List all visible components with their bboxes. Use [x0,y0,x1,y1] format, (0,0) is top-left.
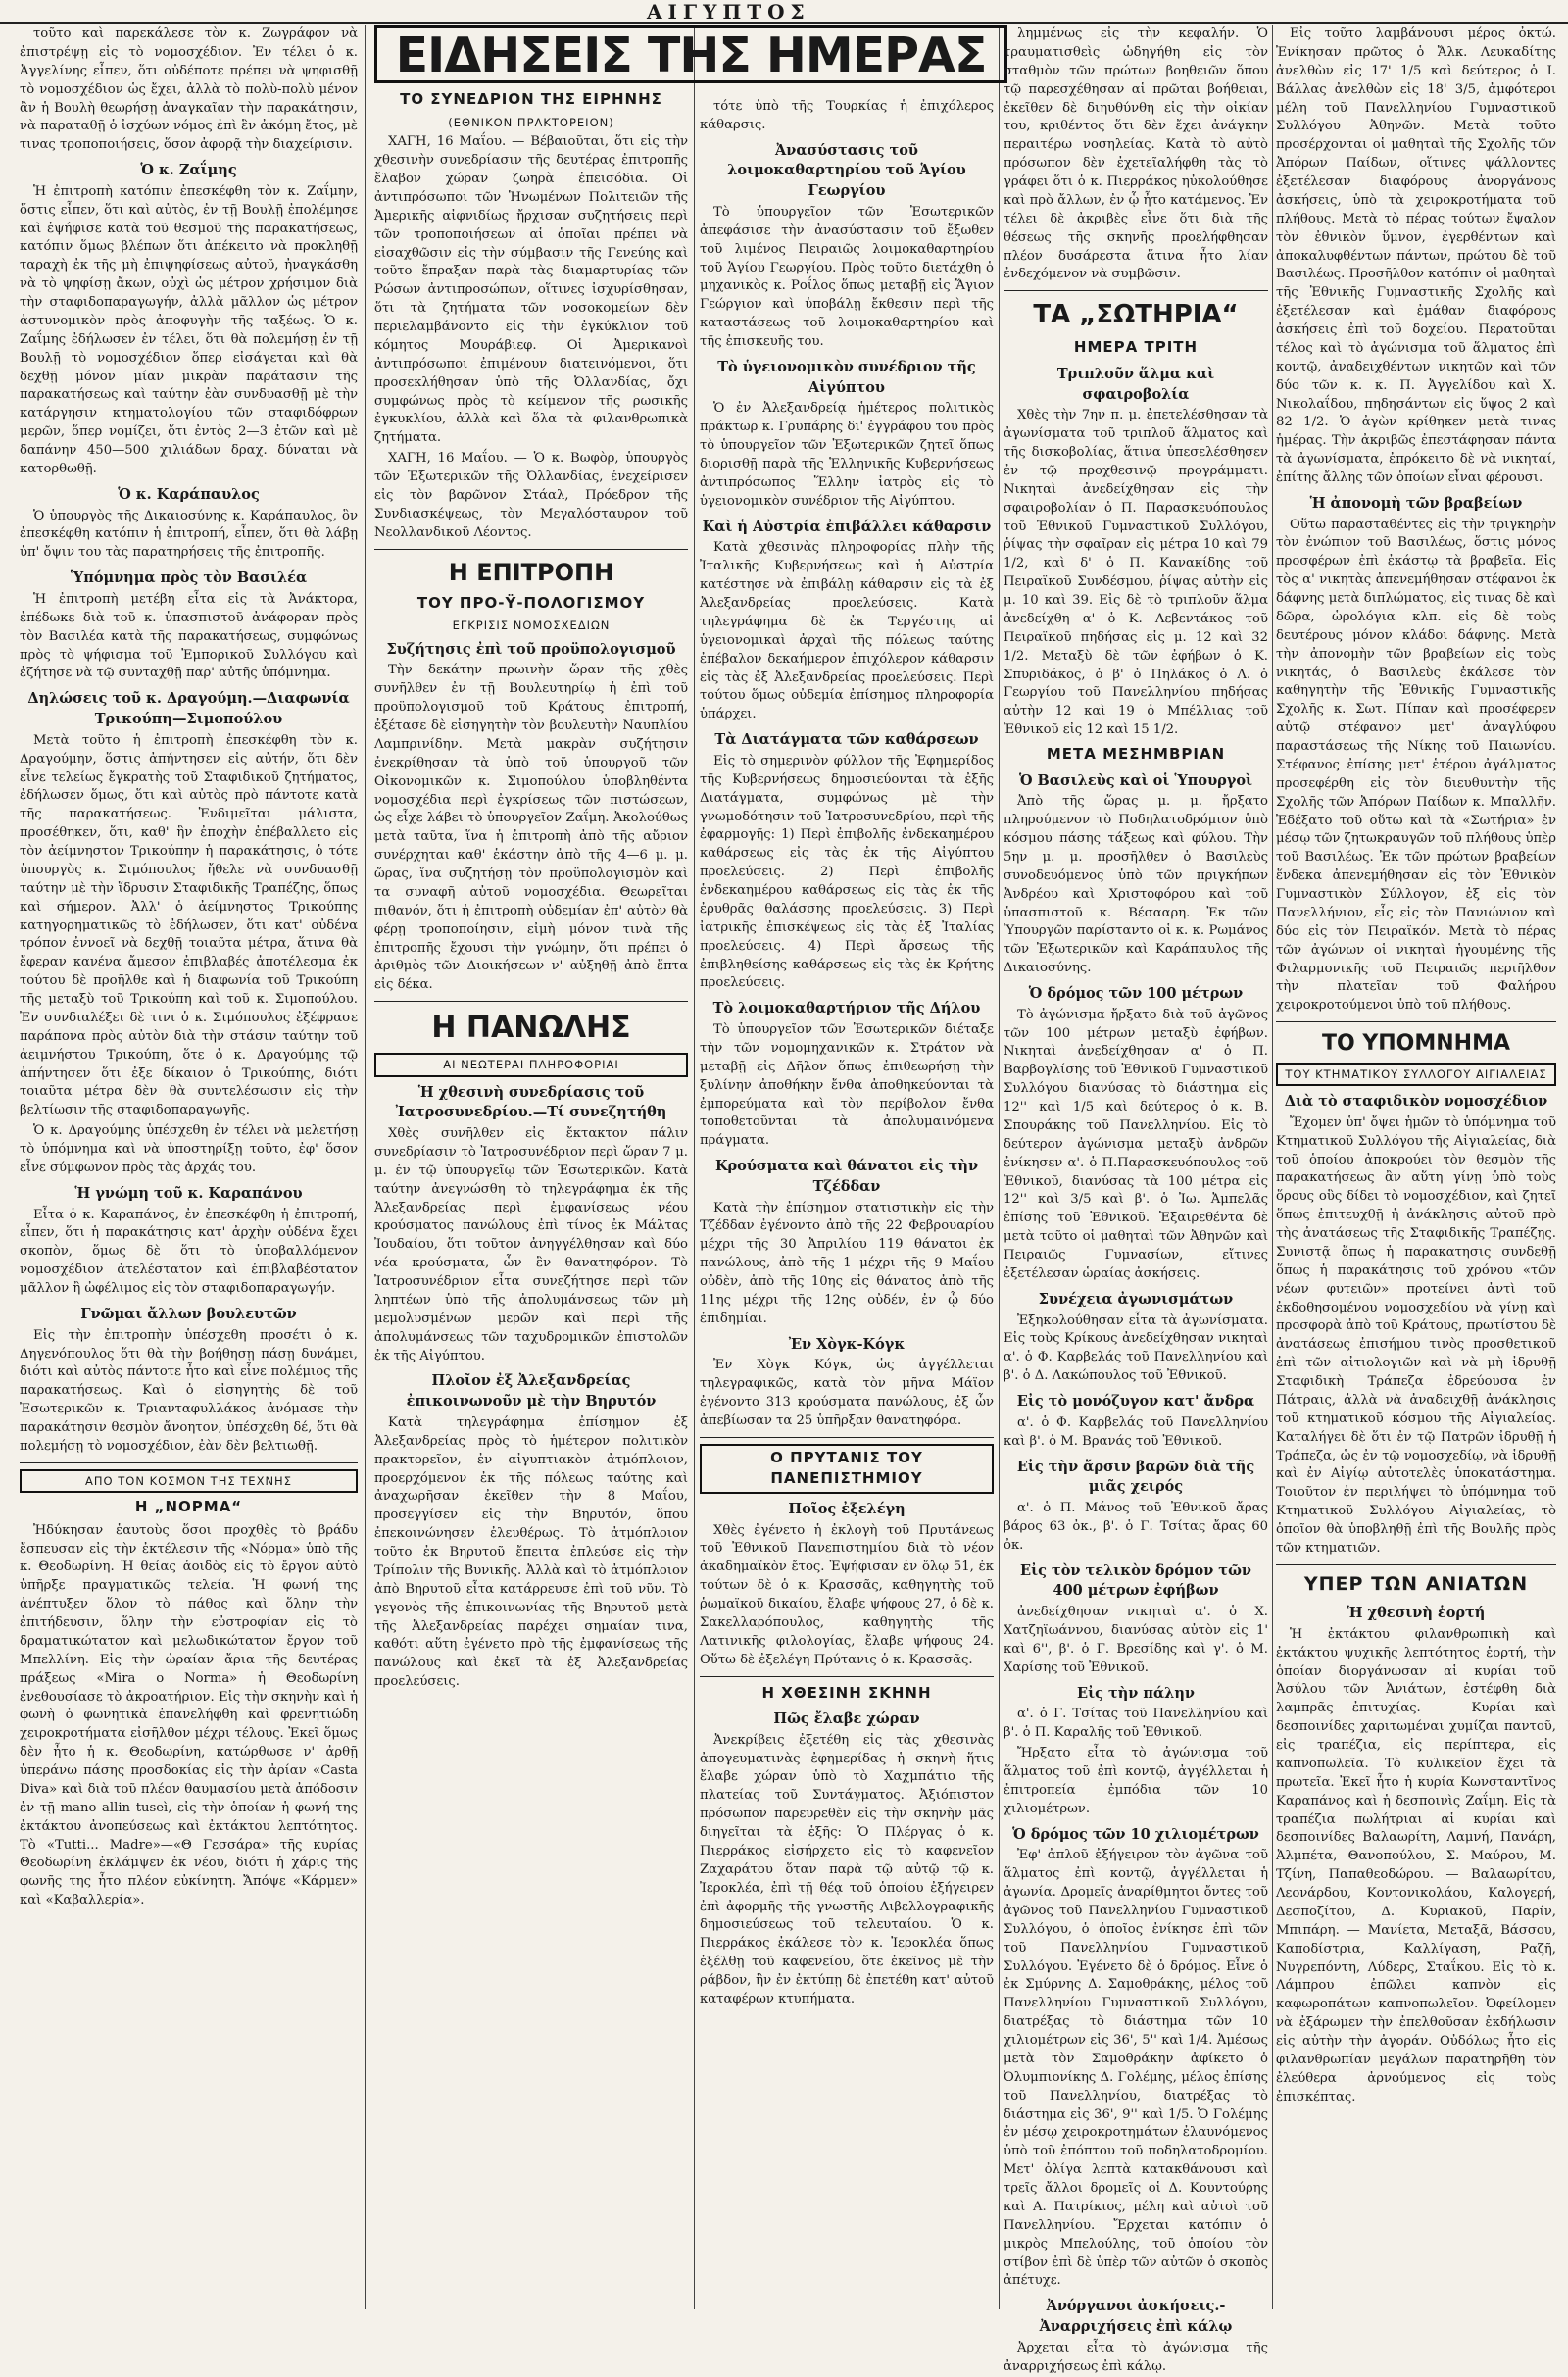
article-text: Οὕτω παρασταθέντες εἰς τὴν τριγκηρὴν τὸν ἐνώπιον τοῦ Βασιλέως, ὅστις μόνος προσφέρων ἐπὶ ἐκάστῳ τὰ βραβεῖα. Εἰς τὸς α' νικητὰς ἀπενεμήθησαν στέφανοι ἐκ δάφνης μετὰ διπλώματος, εἰς τινας δὲ καὶ δῶρα, ὡρολόγια κλπ. εἰς δὲ τοὺς δευτέρους μόνον κλάδοι δάφνης. Μετὰ τὴν ἀπονομὴν τῶν βραβείων εἰς τοὺς νικητάς, ὁ Βασιλεὺς ἐκάλεσε τὸν καθηγητὴν τῆς Ἐθνικῆς Γυμναστικῆς Σχολῆς κ. Σωτ. Πίπαν καὶ προσέφερεν αὐτῷ στέφανον μετ' ἀναγλύφου παραστάσεως τῆς Νίκης τοῦ Παιωνίου. Στέφανος ἐπίσης μετ' ἑτέρου ἀγάλματος προσεφέρθη εἰς τὸν διευθυντὴν τῆς Σχολῆς τῶν Ἀπόρων Παίδων κ. Μπαλλῆν. Ἐδέξατο τοῦ οὕτω καὶ τὰ «Σωτήρια» ἐν μέσῳ τῶν ζητωκραυγῶν τοῦ πλήθους ὑπὲρ τοῦ Βασιλέως. Ἐκ τῶν πρώτων βραβείων ἕνδεκα ἀπενεμήθησαν εἰς τὸν Ἐθνικὸν Γυμναστικὸν Σύλλογον, ἐξ εἰς τὸν Πανελλήνιον, εἷς εἰς τὸν Πανιώνιον καὶ δύο εἰς τὸν Πειραϊκόν. Μετὰ τὸ πέρας τῶν ἀγώνων οἱ νικηταὶ ἡγουμένης τῆς Φιλαρμονικῆς τοῦ Πειραιῶς περιῆλθον τὴν πλατεῖαν τοῦ Φαλήρου χειροκροτούμενοι ὑπὸ τοῦ πλήθους. [1276,517,1556,1014]
article-text: Τὸ ἀγώνισμα ἤρξατο διὰ τοῦ ἀγῶνος τῶν 100 μέτρων μεταξὺ ἐφήβων. Νικηταὶ ἀνεδείχθησαν α' ὁ Π. Βαρβογλίσης τοῦ Ἐθνικοῦ Γυμναστικοῦ Συλλόγου διανύσας τὸ διάστημα εἰς 12'' καὶ 1/5 καὶ δεύτερος ὁ κ. Β. Σπουράκης τοῦ Πανελληνίου. Εἰς τὸ δεύτερον ἀγώνισμα μεταξὺ ἀνδρῶν ἐνίκησεν α'. ὁ Π.Παρασκευόπουλος τοῦ Ἐθνικοῦ, διανύσας τὰ 100 μέτρα εἰς 12'' καὶ 3/5 καὶ β'. ὁ Ἰω. Ἀμπελᾶς ἐπίσης τοῦ Ἐθνικοῦ. Ἐξαιρεθέντα δὲ μετὰ τοῦτο οἱ μαθηταὶ τῶν Ἀθηνῶν καὶ Πειραιῶς Γυμνασίων, εἴτινες ἐξετέλεσαν ὡραίας ἀσκήσεις. [1004,1007,1268,1281]
banner-title: ΕΙΔΗΣΕΙΣ ΤΗΣ ΗΜΕΡΑΣ [374,25,1007,83]
article-text: α'. ὁ Φ. Καρβελάς τοῦ Πανελληνίου καὶ β'. ὁ Μ. Βρανάς τοῦ Ἐθνικοῦ. [1004,1414,1268,1449]
article-text: Ἔχομεν ὑπ' ὄψει ἡμῶν τὸ ὑπόμνημα τοῦ Κτηματικοῦ Συλλόγου τῆς Αἰγιαλείας, διὰ τοῦ ὁποίου ἀποκρούει τὸν θεσμὸν τῆς παρακατήσεως ἂν αὕτη γίνῃ ὑπὸ τοὺς ὅρους οὓς δίδει τὸ νομοσχέδιον, καὶ ζητεῖ ὅπως ἐπιτευχθῇ ἡ ἀνάκλησις αὐτοῦ πρὸ τὴς ἀνατάσεως τῆς Σταφιδικῆς Τραπέζης. Συνιστᾷ ὅπως ἡ παρακατησις συνδεθῇ ὅπως ἡ παρακάτησις τοῦ χρόνου «τῶν νέων φυτειῶν» προτείνει ἀντὶ τοῦ ἐκδοθησομένου νομοσχεδίου νὰ γίνῃ καὶ προσφορὰ ἀπὸ τοῦ Κράτους, πρωτίστου δὲ ἀνατάσεως ἐπισήμου τινὸς προσθετικοῦ ἐπὶ τῶν αἰτιολογιῶν καὶ νὰ μὴ ἰδρυθῇ Σταφιδικὴ Τράπεζα ἐδρεύουσα ἐν Πάτραις, ἀλλὰ νὰ ἀναδειχθῇ ἀνάκλησις τοῦ κτηματικοῦ κόσμου τῆς Αἰγιαλείας. Καταλήγει δὲ ὅτι ἐν τῷ Πατρῶν ἰδρυθῇ ἡ Τράπεζα, ὡς ἐν τῷ νομοσχεδίῳ, νὰ ἱδρυθῇ καὶ ἐν Αἰγίῳ αὐτοτελὲς ὑποκατάστημα. Τοιοῦτον ἐν περιλήψει τὸ ὑπόμνημα τοῦ Κτηματικοῦ Συλλόγου Αἰγιαλείας, τὸ ὁποῖον θὰ ὑποβληθῇ ἐπὶ τῆς Βουλῆς πρὸς τῶν κτηματιῶν. [1276,1114,1556,1556]
divider [1276,1564,1556,1565]
column-rule [999,25,1000,2309]
subheading: Ἡ χθεσινὴ συνεδρίασις τοῦ Ἰατροσυνεδρίου.—Τί συνεζητήθη [395,1083,667,1121]
article-text: Χθὲς συνῆλθεν εἰς ἔκτακτον πάλιν συνεδρίασιν τὸ Ἰατροσυνέδριον περὶ ὥραν 7 μ. μ. ἐν τῷ ὑπουργεῖῳ τῶν Ἐσωτερικῶν. Κατὰ ταύτην ἀνεγνώσθη τὸ τηλεγράφημα ἐκ τῆς Ἀλεξανδρείας περὶ ἐμφανίσεως νέου κρούσματος πανώλους ἐπὶ τίνος ἐκ Μάλτας Ἰουδαίου, ὅτι τοῦτον ἀνηγγέλθησαν καὶ δύο νέα κρούσματα, ὧν ἓν θανατηφόρον. Τὸ Ἰατροσυνέδριον εἶτα συνεζήτησε περὶ τῶν ληπτέων ὑπὸ τῆς ἀπολυμάνσεως τῶν μὴ μεμολυσμένων μερῶν καὶ περὶ τῆς ἀπολυμάνσεως τῶν ταχυδρομικῶν ἐπιστολῶν ἐκ τῆς Αἰγύπτου. [374,1126,688,1363]
subheading: Ἡ χθεσινὴ ἑορτή [1347,1605,1486,1622]
article-text: Κατὰ τὴν ἐπίσημον στατιστικὴν εἰς τὴν Τζέδδαν ἐγένοντο ἀπὸ τῆς 22 Φεβρουαρίου μέχρι τῆς 30 Ἀπριλίου 119 θάνατοι ἐκ πανώλους, ἀπὸ τῆς 1 μέχρι τῆς 9 Μαΐου οὐδὲν, ἀπὸ τῆς 10ης εἰς θάνατος ἀπὸ τῆς 11ης μέχρι τῆς 12ης οὐδέν, ἐν ᾧ δύο ἐπιδημίαι. [700,1200,994,1326]
subheading: Τὰ Διατάγματα τῶν καθάρσεων [714,731,979,749]
article-text: Τὸ ὑπουργεῖον τῶν Ἐσωτερικῶν ἀπεφάσισε τὴν ἀνασύστασιν τοῦ ἔξωθεν τοῦ λιμένος Πειραιῶς λοιμοκαθαρτηρίου τοῦ Ἁγίου Γεωργίου. Πρὸς τοῦτο διετάχθη ὁ μηχανικὸς κ. Ροΐλος ὅπως μεταβῇ εἰς Ἅγιον Γεώργιον καὶ ὑποβάλῃ ἔκθεσιν περὶ τῆς καταστάσεως τοῦ λοιμοκαθαρτηρίου καὶ τῆς ἐπισκευῆς του. [700,204,994,350]
subheading: Καὶ ἡ Αὐστρία ἐπιβάλλει κάθαρσιν [702,518,992,535]
divider [1004,290,1268,291]
article-text: Ἐν Χὸγκ Κόγκ, ὡς ἀγγέλλεται τηλεγραφικῶς, κατὰ τὸν μῆνα Μάϊον ἐγένοντο 313 κρούσματα πανώλους, ἐξ ὧν ἀπεβίωσαν τα 25 ὑπῆρξαν θανατηφόρα. [700,1358,994,1429]
article-text: Ἡ ἐπιτροπὴ μετέβη εἶτα εἰς τὰ Ἀνάκτορα, ἐπέδωκε διὰ τοῦ κ. ὑπασπιστοῦ ἀνάφοραν πρὸς τὸν Βασιλέα κατὰ τῆς παρακατήσεως, συμφώνως πρὸς τὸ ψήφισμα τοῦ Ἐμπορικοῦ Συλλόγου καὶ ἐζήτησε νὰ τῷ συνταχθῇ παρ' αὐτῆς ὑπόμνημα. [20,591,358,681]
subheading: Τριπλοῦν ἅλμα καὶ σφαιροβολία [1056,365,1215,403]
divider [1276,1021,1556,1022]
column-3 [700,98,994,2309]
article-text: Εἰς τοῦτο λαμβάνουσι μέρος ὀκτώ. Ἐνίκησαν πρῶτος ὁ Ἄλκ. Λευκαδίτης ἀνελθὼν εἰς 17' 1/5 καὶ δεύτερος ὁ Ι. Βάλλας ἀνελθὼν εἰς 18' 3/5, ἀμφότεροι μέλη τοῦ Πανελληνίου Γυμναστικοῦ Συλλόγου Ἀθηνῶν. Μετὰ τοῦτο προσέρχονται οἱ μαθηταὶ τῆς Σχολῆς τῶν Ἀπόρων Παίδων, οἵτινες ψάλλοντες ἐξετέλεσαν διαφόρους ἀνοργάνους ἀσκήσεις, ὑπὸ τὰ χειροκροτήματα τοῦ πλήθους. Μετὰ τὸ πέρας τούτων ἔψαλον τὸν ἐθνικὸν ὕμνον, ἐγερθέντων καὶ ἀποκαλυφθέντων πάντων, πρώτου δὲ τοῦ Βασιλέως. Προσῆλθον κατόπιν οἱ μαθηταὶ τῆς Ἐθνικῆς Γυμναστικῆς Σχολῆς καὶ ἐξετέλεσαν καὶ ἐμάθαν διαφόρους ἀσκήσεις ἐπὶ τοῦ δοχείου. Περατοῦται τέλος καὶ τὸ ἀγώνισμα τοῦ ἅλματος ἐπὶ κοντῷ, ἀναδειχθέντων νικητῶν καὶ τῶν δύο τῶν κ. κ. Π. Ἀγγελίδου καὶ Χ. Νικολαΐδου, πηδησάντων εἰς ὕψος 2 καὶ 82 1/2. Ὁ ἀγὼν κρίθηκεν μετὰ τινας ἡμέρας. Τὴν ἀκριβῶς ἐπεστάφησαν πάντα τὰ ἀγωνίσματα, ἐπρόκειτο δὲ νὰ νικηταί, ἐπίτης ἄλλης τῶν ὁποίων εἶναι φέρουσι. [1276,26,1556,485]
article-text: λημμένως εἰς τὴν κεφαλήν. Ὁ τραυματισθεὶς ὡδηγήθη εἰς τὸν σταθμὸν τῶν πρώτων βοηθειῶν ὅπου τῷ παρεσχέθησαν αἱ πρῶται βοήθειαι, ἐκεῖθεν δὲ διηυθύνθη εἰς τὴν οἰκίαν του, κριθέντος ὅτι δὲν ἔχει ἀνάγκην περαιτέρω νοσηλείας. Κατὰ τὸ αὐτὸ πρόσωπον δὲν ἐχετεῖαλήφθη τὰς τὸ γράφει ὅτι ὁ κ. Πιερράκος ηὐκολούθησε καὶ πρὸ ἄλλων, ἐν ᾧ ἦτο κατάμενος. Ἐν τέλει δὲ ἀκριβὲς εἶνε ὅτι διὰ τῆς θέσεως τῆς σκηνῆς προελήφθησαν πλέον δυσάρεστα ἅτινα ἦτο λίαν ἐνδεχόμενον νὰ συμβῶσιν. [1004,26,1268,282]
section-heading: ΑΠΟ ΤΟΝ ΚΟΣΜΟΝ ΤΗΣ ΤΕΧΝΗΣ [20,1469,358,1493]
article-title: Η ΠΑΝΩΛΗΣ [431,1011,631,1046]
article-title: ΤΟΥ ΠΡΟ-Ϋ-ΠΟΛΟΓΙΣΜΟΥ [416,593,646,612]
column-rule [694,25,695,2309]
column-5 [1276,25,1556,2309]
article-text: ΧΑΓΗ, 16 Μαΐου. — Ὁ κ. Βωφὸρ, ὑπουργὸς τῶν Ἐξωτερικῶν τῆς Ὀλλανδίας, ἐνεχείρισεν εἰς τὸν βαρῶνον Στάαλ, Πρόεδρον τῆς Συνδιασκέψεως, τὸν Μεγαλόσταυρον τοῦ Νεολλανδικοῦ Λέοντος. [374,451,688,540]
article-title: ΤΑ „ΣΩΤΗΡΙΑ“ [1033,300,1239,330]
article-text: τότε ὑπὸ τῆς Τουρκίας ἡ ἐπιχόλερος κάθαρσις. [700,99,994,132]
subheading: Τὸ ὑγειονομικὸν συνέδριον τῆς Αἰγύπτου [717,358,976,396]
article-text: Τὴν δεκάτην πρωινὴν ὥραν τῆς χθὲς συνῆλθεν ἐν τῇ Βουλευτηρίῳ ἡ ἐπὶ τοῦ προϋπολογισμοῦ τοῦ Κράτους ἐπιτροπή, ἐξέτασε δὲ εἰσηγητὴν τὸν βουλευτὴν Ναυπλίου Λαμπρινίδην. Μετὰ μακρὰν συζήτησιν ἐνεκρίθησαν τὰ ὑπὸ τοῦ ὑπουργοῦ τῶν Οἰκονομικῶν κ. Σιμοπούλου ὑποβληθέντα νομοσχέδια περὶ ἐγκρίσεως τῶν πιστώσεων, ὡς εἶχε λάβει τὸ ὑπουργεῖον Ζαΐμη. Ἀκολούθως μετὰ ταῦτα, ἵνα ἡ ἐπιτροπὴ ἀπὸ τῆς αὔριον συνέρχηται καθ' ἑκάστην ἀπὸ τῆς 4—6 μ. μ. ὥρας, ἵνα συζητήσῃ τὸν προϋπολογισμὸν καὶ τα συναφῆ αὐτοῦ νομοσχέδια. Θεωρεῖται πιθανόν, ὅτι ἡ ἐπιτροπὴ οὐδεμίαν ἐπ' αὐτὸν θὰ φέρῃ τροποποίησιν, εἰμὴ μόνον τινὰ τῆς ἐπιτροπῆς ἔχουσι τὴν γνώμην, ὅτι πρέπει ὁ ἀριθμὸς τῶν Διοικήσεων ν' αὐξηθῇ ἀπὸ ἕπτα εἰς δέκα. [374,663,688,993]
article-text: α'. ὁ Γ. Τσίτας τοῦ Πανελληνίου καὶ β'. ὁ Π. Καραλῆς τοῦ Ἐθνικοῦ. [1004,1707,1268,1741]
article-text: Κατὰ χθεσινὰς πληροφορίας πλὴν τῆς Ἰταλικῆς Κυβερνήσεως καὶ ἡ Αὐστρία κατέστησε νὰ ἐπιβάλῃ κάθαρσιν εἰς τὰ ἐξ Ἀλεξανδρείας προελεύσεις. Κατὰ τηλεγράφημα δὲ ἐκ Τεργέστης αἱ ὑγειονομικαὶ ἀρχαὶ τῆς πόλεως ταύτης ἐπέβαλον δεκαήμερον ἐπιχόλερον κάθαρσιν εἰς τὰς ἐξ Ἀλεξανδρείας προελεύσεις. Περὶ τούτου ὅμως οὐδεμία ἐπίσημος πληροφορία ὑπάρχει. [700,540,994,722]
article-title: ΤΟ ΣΥΝΕΔΡΙΟΝ ΤΗΣ ΕΙΡΗΝΗΣ [400,90,662,109]
article-text: Χθὲς ἐγένετο ἡ ἐκλογὴ τοῦ Πρυτάνεως τοῦ Ἐθνικοῦ Πανεπιστημίου διὰ τὸ νέον ἀκαδημαϊκὸν ἔτος. Ἐψήφισαν ἐν ὅλῳ 51, ἐκ τούτων δὲ ὁ κ. Κρασσᾶς, καθηγητὴς τοῦ ῥωμαϊκοῦ δικαίου, ἔλαβε ψήφους 27, ὁ δὲ κ. Σακελλαρόπουλος, καθηγητὴς τῆς Λατινικῆς φιλολογίας, ἔλαβε ψήφους 24. Οὕτω δὲ ἐξελέγη Πρύτανις ὁ κ. Κρασσᾶς. [700,1522,994,1667]
article-text: Ὁ κ. Δραγούμης ὑπέσχεθη ἐν τέλει νὰ μελετήσῃ τὸ ὑπόμνημα καὶ νὰ ὑποστηρίξῃ τοῦτο, ἐφ' ὅσον εἶνε σύμφωνον πρὸς τὰς ἀρχάς του. [20,1123,358,1175]
subheading: Συνέχεια ἀγωνισμάτων [1038,1290,1234,1308]
subheading: Ὑπόμνημα πρὸς τὸν Βασιλέα [70,569,308,587]
subheading: Ὁ δρόμος τῶν 10 χιλιομέτρων [1012,1825,1259,1843]
subheading: Δηλώσεις τοῦ κ. Δραγούμη.—Διαφωνία Τρικούπη—Σιμοπούλου [27,690,350,728]
article-text: τοῦτο καὶ παρεκάλεσε τὸν κ. Ζωγράφον νὰ ἐπιστρέψῃ εἰς τὸ νομοσχέδιον. Ἐν τέλει ὁ κ. Ἀγγελίνης εἶπεν, ὅτι οὐδέποτε πρέπει νὰ ψηφισθῇ τὸ νομοσχέδιον ὡς ἔχει, ἀλλὰ τὸ πολὺ-πολὺ μένον ἂν ἡ Βουλὴ θεωρήσῃ ἀναγκαῖαν τὴν παρακάτησιν, νὰ παραταθῇ ὁ ἰσχύων νόμος ἐπὶ ἓν ἀκόμη ἔτος, μὲ τινας τροποποιήσεις, ὅσον ἀφορᾷ τὴν διαχείρισιν. [20,26,358,153]
subheading: Ὁ κ. Καράπαυλος [118,485,260,503]
article-title: ΤΟ ΥΠΟΜΝΗΜΑ [1321,1031,1511,1057]
article-text: Ἐξηκολούθησαν εἶτα τὰ ἀγωνίσματα. Εἰς τοὺς Κρίκους ἀνεδείχθησαν νικηταὶ α'. ὁ Φ. Καρβελάς τοῦ Πανελληνίου καὶ β'. ὁ Δ. Λακώπουλος τοῦ Ἐθνικοῦ. [1004,1312,1268,1384]
article-subtitle: (ΕΘΝΙΚΟΝ ΠΡΑΚΤΟΡΕΙΟΝ) [448,115,614,129]
divider [700,1676,994,1677]
section-heading: ΜΕΤΑ ΜΕΣΗΜΒΡΙΑΝ [1046,745,1226,764]
subheading: Ἀνόργανοι ἀσκήσεις.-Ἀναρριχήσεις ἐπὶ κάλῳ [1039,2298,1233,2336]
article-text: Μετὰ τοῦτο ἡ ἐπιτροπὴ ἐπεσκέφθη τὸν κ. Δραγούμην, ὅστις ἀπήντησεν εἰς αὐτήν, ὅτι δὲν εἶνε τελείως ἔγκρατὴς τοῦ Σταφιδικοῦ ζητήματος, ἐδήλωσεν ὅμως, ὅτι καὶ αὐτὸς πρὸ πάντοτε κατὰ τῆς παρακατήσεως. Ἐνδιμεῖται μάλιστα, προσέθηκεν, ὅτι, καθ' ἣν ἐποχὴν ἐπέβαλλετο εἰς τὸν ἀείμνηστον Τρικούπην ἡ παρακάτησις, ὁ τότε ὑπουργὸς κ. Σιμόπουλος ἤθελε νὰ συνδυασθῇ ταύτην μὲ τὴν ἵδρυσιν Σταφιδικῆς Τραπέζης, ὅπως καὶ σήμερον. Ἀλλ' ὁ ἀείμνηστος Τρικούπης κατηγορηματικῶς τὸ ἐδήλωσεν, ὅτι κατ' οὐδένα τρόπον ἐννοεῖ νὰ δεχθῇ τοιαῦτα μέτρα, ἅτινα θὰ ἔφεραν κανένα ἄμεσον ἐπιβλαβές ἀποτέλεσμα ἐκ τούτου δὲ προῆλθε καὶ ἡ διαφωνία τοῦ Τρικούπη τῆς μεταξὺ τοῦ Τρικούπη καὶ τοῦ κ. Σιμοπούλου. Ἐν συνδιαλέξει δὲ τινι ὁ κ. Σιμόπουλος ἐξέφρασε παράπονα πρὸς αὐτὸν διὰ τὴν στάσιν ταύτην τοῦ ἀειμνήστου Τρικούπη, ὅτε ὁ κ. Δραγούμης τῷ ἀπήντησεν ὅτι ἐξε δίκαιον ὁ Τρικούπης, διότι τοιαῦτα μέτρα δὲν θὰ συντελέσωσιν εἰς τὴν βελτίωσιν τῆς σταφιδοπαραγωγῆς. [20,732,358,1118]
subheading: Ἡ γνώμη τοῦ κ. Καραπάνου [74,1184,303,1202]
subheading: Εἰς τὸ μονόζυγον κατ' ἄνδρα [1016,1393,1255,1411]
subheading: Τὸ λοιμοκαθαρτήριον τῆς Δήλου [712,1000,981,1017]
article-title: Ο ΠΡΥΤΑΝΙΣ ΤΟΥ ΠΑΝΕΠΙΣΤΗΜΙΟΥ [700,1444,994,1494]
article-text: Ἤρξατο εἶτα τὸ ἀγώνισμα τοῦ ἅλματος τοῦ ἐπὶ κοντῷ, ἀγγέλλεται ἡ ἐπιτροπεία ἐμπόδια τῶν 10 χιλιομέτρων. [1004,1746,1268,1816]
article-title: Η „ΝΟΡΜΑ“ [134,1498,243,1516]
article-text: α'. ὁ Π. Μάνος τοῦ Ἐθνικοῦ ἄρας βάρος 63 ὀκ., β'. ὁ Γ. Τσίτας ἄρας 60 ὀκ. [1004,1501,1268,1553]
article-text: ἀνεδείχθησαν νικηταὶ α'. ὁ Χ. Χατζηϊωάννου, διανύσας αὐτὸν εἰς 1' καὶ 6'', β'. ὁ Γ. Βρεσίδης καὶ γ'. ὁ Μ. Χαρίσης τοῦ Ἐθνικοῦ. [1004,1605,1268,1675]
subheading: Ἀνασύστασις τοῦ λοιμοκαθαρτηρίου τοῦ Ἁγίου Γεωργίου [727,141,966,200]
subheading: Πλοῖον ἐξ Ἀλεξανδρείας ἐπικοινωνοῦν μὲ τὴν Βηρυτόν [406,1372,657,1411]
column-rule [365,25,366,2309]
article-text: Ἠδύκησαν ἑαυτοὺς ὅσοι προχθὲς τὸ βράδυ ἔσπευσαν εἰς τὴν ἐκτέλεσιν τῆς «Νόρμα» ὑπὸ τῆς κ. Θεοδωρίνη. Ἡ θείας ἀοιδὸς εἰς τὸ ἔργον αὐτὸ ὑπῆρξε πραγματικῶς τελεία. Ἡ φωνή της ἀνέπτυξεν ὅλον τὸ πάθος καὶ ὅλην τὴν ἐπιτήδευσιν, ὅλην τὴν εὐστροφίαν εἰς τὸ δραματικώτατον καὶ μελωδικώτατον ἔργον τοῦ Μπελλίνη. Εἰς τὴν ὡραίαν ἄρια τῆς δευτέρας πράξεως «Mira o Norma» ἡ Θεοδωρίνη ἐνεθουσίασε τὸ ἀκροατήριον. Εἰς τὴν σκηνὴν καὶ ἡ φωνὴ ὁ φωνητικὰ ἐπανελήφθη καὶ φρενητιώδη χειροκροτήματα εἰσῆλθον μέχρι τέλους. Ἐκεῖ ὅμως δὲν ἦτο ἡ κ. Θεοδωρίνη, κατώρθωσε ν' ἀρθῇ ὑπεράνω πάσης προσδοκίας εἰς τὴν ἀρίαν «Casta Diva» καὶ διὰ τοῦ πλέον θαυμασίου μετὰ ἀπόδοσιν ἐν τῇ mano allin tuseì, εἰς τὴν ὁποίαν ἡ φωνή της ἐκτάκτου ἀνοπεύσεως καὶ ἐκτάκτου λεπτότητος. Τὸ «Tutti... Madre»—«Θ Γεσσάρα» τῆς κυρίας Θεοδωρίνη ἐκλάμψεν ἐκ νέου, διότι ἡ χάρις τῆς φωνῆς της ἦτο πλέον εὐκίνητη. Ἄπόψε «Κάρμεν» καὶ «Καβαλλερία». [20,1522,358,1908]
divider [374,549,688,550]
article-text: Ὁ ὑπουργὸς τῆς Δικαιοσύνης κ. Καράπαυλος, ὃν ἐπεσκέφθη κατόπιν ἡ ἐπιτροπή, εἶπεν, ὅτι θὰ λάβῃ ὑπ' ὄψιν του τὰς παρατηρήσεις τῆς ἐπιτροπῆς. [20,508,358,561]
article-text: Ἀνεκρίβεις ἐξετέθη εἰς τὰς χθεσινὰς ἀπογευματινὰς ἐφημερίδας ἡ σκηνὴ ἥτις ἔλαβε χώραν ὑπὸ τὸ Χαχμπάτιο τῆς πλατείας τοῦ Συντάγματος. Ἀξιόπιστον πρόσωπον παρευρεθὲν εἰς τὴν σκηνὴν μᾶς διηγεῖται τὰ ἑξῆς: Ὁ Πλέργας ὁ κ. Πιερράκος εἰσήρχετο εἰς τὸ καφενεῖον Ζαχαράτου ὅταν παρὰ τῷ αὐτῷ τῷ κ. Ἰεροκλέα, ἐπὶ τῇ θέᾳ τοῦ ὁποίου ἐξήγειρεν ἐπὶ ἀφορμῆς τῆς γνωστῆς Λιβελλογραφικῆς δημοσιεύσεως τοῦ τελευταίου. Ὁ κ. Πιερράκος ἐκάλεσε τὸν κ. Ἰεροκλέα ὅπως ἐξέλθῃ τοῦ καφενείου, ὅτε ἐκεῖνος μὲ τὴν ράβδον, ἣν ἐν ἐκτύπῃ δὲ ἐπετέθη κατ' αὐτοῦ καταφέρων κτυπήματα. [700,1732,994,2006]
subheading: Ὁ δρόμος τῶν 100 μέτρων [1028,985,1244,1002]
divider [700,1437,994,1438]
subheading: Διὰ τὸ σταφιδικὸν νομοσχέδιον [1284,1093,1548,1111]
subheading: Εἰς τὴν πάλην [1077,1684,1195,1702]
subheading: Ἐν Χὸγκ-Κόγκ [788,1335,906,1353]
article-text: Ὁ ἐν Ἀλεξανδρείᾳ ἡμέτερος πολιτικὸς πράκτωρ κ. Γρυπάρης δι' ἐγγράφου του πρὸς τὸ ὑπουργεῖον τῶν Ἐξωτερικῶν ζητεῖ ὅπως διορισθῇ παρὰ τῆς Ἑλληνικῆς Κυβερνήσεως ἀντιπρόσωπος Ἕλλην ἰατρὸς εἰς τὸ ὑγειονομικὸν συνέδριον τῆς Αἰγύπτου. [700,401,994,509]
article-text: Εἰς τὴν ἐπιτροπὴν ὑπέσχεθη προσέτι ὁ κ. Δηγενόπουλος ὅτι θὰ τὴν βοήθησῃ πάσῃ δυνάμει, διότι καὶ αὐτὸς πάντοτε ἦτο καὶ εἶνε πολέμιος τῆς παρακατήσεως. Καὶ ὁ εἰσηγητὴς δὲ τοῦ Ἐσωτερικῶν κ. Τριανταφυλλάκος ἀνόμασε τὴν παρακάτησιν θεσμὸν ἄνοητον, ὑπέσχεθη δέ, ὅτι θὰ πολεμήσῃ τὸ νομοσχέδιον, ἐὰν δὲν βελτιωθῇ. [20,1327,358,1454]
masthead-name: ΑΙΓΥΠΤΟΣ [647,0,810,24]
article-text: Χθὲς τὴν 7ην π. μ. ἐπετελέσθησαν τὰ ἀγωνίσματα τοῦ τριπλοῦ ἅλματος καὶ τῆς δισκοβολίας, ἅτινα ὑπεσελέσθησεν ἐν τῷ προχθεσινῷ προγράμματι. Νικηταὶ ἀνεδείχθησαν εἰς τὴν σφαιροβολίαν ὁ Π. Παρασκευόπουλος τοῦ Ἐθνικοῦ Γυμναστικοῦ Συλλόγου, ῥίψας τὴν σφαῖραν εἰς μέτρα 10 καὶ 79 1/2, καὶ δ' ὁ Π. Κανακίδης τοῦ Πειραϊκοῦ Συνδέσμου, ῥίψας αὐτὴν εἰς μ. 10 καὶ 39. Εἰς δὲ τὸ τριπλοῦν ἅλμα ἀνεδείχθη α' ὁ Κ. Λεβεντάκος τοῦ Πειραϊκοῦ πηδήσας εἰς μ. 12 καὶ 32 1/2. Μεταξὺ δὲ τῶν ἐφήβων ὁ Κ. Σπυριδάκος, ὁ β' ὁ Πηλάκος ὁ Λ. ὁ Γεωργίου τοῦ Πανελληνίου πηδήσας αὐτὴν 12 καὶ 19 ὁ Μπέλλιας τοῦ Ἐθνικοῦ εἰς 12 καὶ 15 1/2. [1004,408,1268,738]
article-subtitle: ΑΙ ΝΕΩΤΕΡΑΙ ΠΛΗΡΟΦΟΡΙΑΙ [374,1053,688,1076]
article-text: Ἀπὸ τῆς ὥρας μ. μ. ἤρξατο πληρούμενον τὸ Ποδηλατοδρόμιον ὑπὸ κόσμου πάσης τάξεως καὶ φύλου. Τὴν 5ην μ. μ. προσῆλθεν ὁ Βασιλεὺς συνοδευόμενος ὑπὸ τῶν πριγκήπων Ἀνδρέου καὶ Χριστοφόρου καὶ τοῦ ὑπασπιστοῦ κ. Βέσααρη. Ἐκ τῶν Ὑπουργῶν παρίσταντο οἱ κ. κ. Ρωμάνος τῶν Ἐξωτερικῶν καὶ Καράπαυλος τῆς Δικαιοσύνης. [1004,794,1268,976]
masthead-strip [0,0,1568,24]
subheading: Ποῖος ἐξελέγη [788,1500,906,1517]
article-title: Η ΕΠΙΤΡΟΠΗ [448,558,614,586]
article-subtitle: ΤΟΥ ΚΤΗΜΑΤΙΚΟΥ ΣΥΛΛΟΓΟΥ ΑΙΓΙΑΛΕΙΑΣ [1276,1063,1556,1086]
article-title: ΥΠΕΡ ΤΩΝ ΑΝΙΑΤΩΝ [1303,1572,1529,1595]
subheading: Ὁ Βασιλεὺς καὶ οἱ Ὑπουργοὶ [1018,771,1253,789]
article-text: Ἡ ἐπιτροπὴ κατόπιν ἐπεσκέφθη τὸν κ. Ζαΐμην, ὅστις εἶπεν, ὅτι καὶ αὐτὸς, ἐν τῇ Βουλῇ ἐπολέμησε καὶ ἐψήφισε κατὰ τοῦ θεσμοῦ τῆς παρακατήσεως, κατόπιν ὅμως βλέπων ὅτι ἀπέκειτο νὰ προκληθῇ ταραχὴ ἐκ τῆς μὴ ἐπιψηφίσεως αὐτοῦ, ἠναγκάσθη νὰ τὸ ψηφίσῃ ἄκων, οὐχὶ ὡς μέτρον χρήσιμον διὰ τὴν σταφιδοπαραγωγήν, ἀλλὰ μᾶλλον ὡς μέτρον ἀστυνομικὸν πρὸς ἀποφυγὴν τῆς ταξέως. Ὁ κ. Ζαΐμης ἐδήλωσεν ἐν τέλει, ὅτι θὰ πολεμήσῃ ἐν τῇ Βουλῇ τὸ νομοσχέδιον ὅπερ εἰσάγεται καὶ θὰ δεχθῇ μόνον μίαν μικρὰν παράτασιν τῆς παρακατήσεως καὶ ταύτην ἐὰν συνδυασθῇ μὲ τὴν κατάργησιν κτηματολογίου τῶν σταφιδόφρων μερῶν, ὅπερ νομίζει, ὅτι ἐντὸς 2—3 ἐτῶν καὶ μὲ δαπάνην 450—500 χιλιάδων δραχ. δύναται νὰ κατορθωθῇ. [20,183,358,476]
subheading: Εἰς τὸν τελικὸν δρόμον τῶν 400 μέτρων ἐφήβων [1020,1561,1251,1600]
article-text: Τὸ ὑπουργεῖον τῶν Ἐσωτερικῶν διέταξε τὴν τῶν νομομηχανικῶν κ. Στράτον νὰ μεταβῇ εἰς Δῆλον ὅπως ἐπιθεωρήσῃ τὴν ξυλίνην ἀποθήκην ἔνθα ἀποθηκεύονται τὰ ἐμπορεύματα καὶ τὸν περίβολον ἔνθα τοποθετοῦνται τὰ ἀπολυμαινόμενα πράγματα. [700,1022,994,1149]
article-text: Ἀρχεται εἶτα τὸ ἀγώνισμα τῆς ἀναρριχήσεως ἐπὶ κάλῳ. [1004,2340,1268,2374]
subheading: Ὁ κ. Ζαΐμης [140,162,237,179]
article-text: Εἰς τὸ σημερινὸν φύλλον τῆς Ἐφημερίδος τῆς Κυβερνήσεως δημοσιεύονται τὰ ἐξῆς Διατάγματα, συμφώνως μὲ τὴν γνωμοδότησιν τοῦ Ἰατροσυνεδρίου, περὶ τῆς ἐφαρμογῆς: 1) Περὶ ἐπιβολῆς ἑνδεκαημέρου καθάρσεως εἰς τὰς ἐκ τῆς Αἰγύπτου προελεύσεις. 2) Περὶ ἐπιβολῆς ἑνδεκαημέρου καθάρσεως εἰς τὰς ἐκ τῆς ἐρυθρᾶς θαλάσσης προελεύσεις. 3) Περὶ ἰατρικῆς ἐπισκέψεως εἰς τὰς ἐξ Ἰταλίας προελεύσεις. 4) Περὶ ἄρσεως τῆς ἐπιβληθείσης καθάρσεως εἰς τὰς ἐκ Κρήτης προελεύσεις. [700,753,994,991]
article-subtitle: ΗΜΕΡΑ ΤΡΙΤΗ [1073,338,1199,357]
subheading: Συζήτησις ἐπὶ τοῦ προϋπολογισμοῦ [386,640,676,658]
subheading: Ἡ ἀπονομὴ τῶν βραβείων [1309,494,1523,512]
article-subtitle: ΕΓΚΡΙΣΙΣ ΝΟΜΟΣΧΕΔΙΩΝ [452,619,611,633]
article-text: ΧΑΓΗ, 16 Μαΐου. — Βέβαιοῦται, ὅτι εἰς τὴν χθεσινὴν συνεδρίασιν τῆς δευτέρας ἐπιτροπῆς ἔλαβον χώραν ζωηρὰ ἐπεισόδια. Οἱ ἀντιπρόσωποι τῶν Ἡνωμένων Πολιτειῶν τῆς Ἀμερικῆς αἰφνιδίως ἤρχισαν συζητήσεις περὶ τῶν τροποποιήσεων αἱ ὁποῖαι πρέπει νὰ εἰσαχθῶσιν εἰς τὴν σύμβασιν τῆς Γενεύης καὶ τοῦτο ἔπραξαν παρὰ τὰς διαμαρτυρίας τῶν Ρώσων ἀντιπροσώπων, οἵτινες ἰσχυρίσθησαν, ὅτι τὰ ζητήματα τῶν νοσοκομείων δὲν περιελαμβάνοντο εἰς τὴν ἐγκύκλιον τοῦ κόμητος Μουράβιεφ. Οἱ Ἀμερικανοὶ ἀντιπρόσωποι ἐπιμένουν διατεινόμενοι, ὅτι προσεκλήθησαν ὑπὸ τῆς Ὀλλανδίας, ὄχι συμφώνως πρὸς τὸ κείμενον τῆς ρωσικῆς ἐγκυκλίου, ἀλλὰ καὶ ὅλα τὰ φιλανθρωπικὰ ζητήματα. [374,134,688,446]
article-text: Ἡ ἐκτάκτου φιλανθρωπικὴ καὶ ἐκτάκτου ψυχικῆς λεπτότητος ἑορτή, τὴν ὁποίαν διοργάνωσαν αἱ κυρίαι τοῦ Ἀσύλου τῶν Ἀνιάτων, ἐστέφθη διὰ λαμπρᾶς ἐπιτυχίας. — Κυρίαι καὶ δεσποινίδες χαριτωμέναι χυμίζαι παντοῦ, εἰς τραπέζια, εἰς περίπτερα, εἰς καπνοπωλεῖα. Τὸ κυλικεῖον ἔχει τὰ πρωτεῖα. Ἐκεῖ ἦτο ἡ κυρία Κωνσταντῖνος Καραπάνος καὶ ἡ δεσποινὶς Ζαΐμη. Εἰς τὰ τραπέζια πωλήτριαι αἱ κυρίαι καὶ δεσποινίδες Βαλαωρίτη, Λαμνή, Πανάρη, Ἀλμπέτα, Θανοπούλου, Σ. Μαύρου, Μ. Τζίνη, Παπαθεοδώρου. — Βαλαωρίτου, Λεονάρδου, Κοντονικολάου, Καλογερή, Δεσποζίτου, Δ. Κυριακοῦ, Παρίν, Μπιπάρη. — Μανίετα, Μεταξᾶ, Βάσσου, Καποδίστρια, Καλλίγαση, Ραζῆ, Νυγρεπόντη, Λύδερς, Σταΐκου. Εἰς τὸ κ. Λάμπρου ἐπῶλει καπνὸν εἰς καφωροπάτων καπνοπωλεῖον. Ὀφείλομεν νὰ ἐξάρωμεν τὴν ἐπελθοῦσαν ἐκδήλωσιν εἰς αὐτὴν τὴν ἀγοράν. Οὐδόλως ἦτο εἰς φιλανθρωπίαν μεγάλων παρατηρῆθη τὸν ἐλεύθερα ἀρνούμενος εἰς τοὺς ἐπισκέπτας. [1276,1626,1556,2105]
divider [374,1001,688,1002]
subheading: Γνῶμαι ἄλλων βουλευτῶν [80,1305,297,1322]
article-title: Η ΧΘΕΣΙΝΗ ΣΚΗΝΗ [761,1683,932,1702]
column-rule [1272,25,1273,2309]
divider [20,1462,358,1463]
article-text: Ἐφ' ἀπλοῦ ἐξήγειρον τὸν ἀγῶνα τοῦ ἅλματος ἐπὶ κοντῷ, ἀγγέλλεται ἡ ἀγωνία. Δρομεῖς ἀναρίθμητοι ὄντες τοῦ ἀγῶνος τοῦ Πανελληνίου Γυμναστικοῦ Συλλόγου, ὁ ὁποῖος ἐνίκησε ἐπὶ τῶν τοῦ Πανελληνίου Γυμναστικοῦ Συλλόγου. Ἐγένετο δὲ ὁ δρόμος. Εἶνε ὁ ἐκ Σμύρνης Δ. Σαμοθράκης, μέλος τοῦ Πανελληνίου Γυμναστικοῦ Συλλόγου, διατρέξας τὸ διάστημα τῶν 10 χιλιομέτρων εἰς 36', 5'' καὶ 1/4. Ἀμέσως μετὰ τὸν Σαμοθράκην ἀφίκετο ὁ Ὀλυμπιονίκης Δ. Γολέμης, μέλος ἐπίσης τοῦ Πανελληνίου, διατρέξας τὸ διάστημα εἰς 36', 9'' καὶ 1/5. Ὁ Γολέμης ἐν μέσῳ χειροκροτημάτων ἐλαυνόμενος ὑπὸ τοῦ ἐπόπτου τοῦ ποδηλατοδρομίου. Μετ' ὀλίγα λεπτὰ κατακθάνουσι καὶ τρεῖς ἄλλοι δρομεῖς οἱ Δ. Κουντούρης καὶ Α. Πατρίκιος, μέλη καὶ αὐτοὶ τοῦ Πανελληνίου. Ἔρχεται κατόπιν ὁ μικρὸς Μπελούλης, τοῦ ὁποίου τὸν στίβον ἐπὶ δὲ ὑπὲρ τῶν αὐτῶν ὁ σκοπὸς ἀπέτυχε. [1004,1848,1268,2289]
subheading: Εἰς τὴν ἄρσιν βαρῶν διὰ τῆς μιᾶς χειρός [1016,1458,1255,1496]
column-1 [20,25,358,2309]
article-text: Κατὰ τηλεγράφημα ἐπίσημον ἐξ Ἀλεξανδρείας πρὸς τὸ ἡμέτερον πολιτικὸν πρακτορεῖον, ἐν αἰγυπτιακὸν ἀτμόπλοιον, προερχόμενον ἐκ τῆς πόλεως ταύτης καὶ ἀναχωρῆσαν ἐκεῖθεν τὴν 8 Μαΐου, προσεγγίσεν εἰς τὴν Βηρυτόν, ὅπου ἐπεκοινώνησεν ἐλευθέρως. Τὸ ἀτμόπλοιον τοῦτο ἐκ Βηρυτοῦ ἔπειτα ἐπλεύσε εἰς τὴν Τρίπολιν τῆς Βυνικῆς. Ἀλλὰ καὶ τὸ ἀτμόπλοιον ἀπὸ Βηρυτοῦ εἶτα κατάρρευσε ἐπὶ τοῦ νῦν. Τὸ γεγονὸς τῆς ἐπικοινωνίας τῆς Βηρυτοῦ μετὰ τῆς Ἀλεξανδρείας παρέχει σημαίαν τινα, καθότι αὕτη ἐγένετο πρὸ τῆς ἐμφανίσεως τῆς πανώλους καὶ ἐκεῖ τὰ ἐξ Ἀλεξανδρείας προελεύσεις. [374,1414,688,1690]
subheading: Κρούσματα καὶ θάνατοι εἰς τὴν Τζέδδαν [714,1158,979,1195]
article-text: Εἶτα ὁ κ. Καραπάνος, ἐν ἐπεσκέφθη ἡ ἐπιτροπή, εἶπεν, ὅτι ἡ παρακάτησις κατ' ἀρχὴν οὐδένα ἔχει σκοπὸν, ὅμως δὲ ὅτι τὸ ὑποβαλλόμενον νομοσχέδιον ἀτελέστατον καὶ ἐπιβλαβέστατον μᾶλλον ἢ ὠφέλιμος εἰς τὸν σταφιδοπαραγωγήν. [20,1207,358,1297]
column-4 [1004,25,1268,2374]
subheading: Πῶς ἔλαβε χώραν [773,1710,920,1727]
